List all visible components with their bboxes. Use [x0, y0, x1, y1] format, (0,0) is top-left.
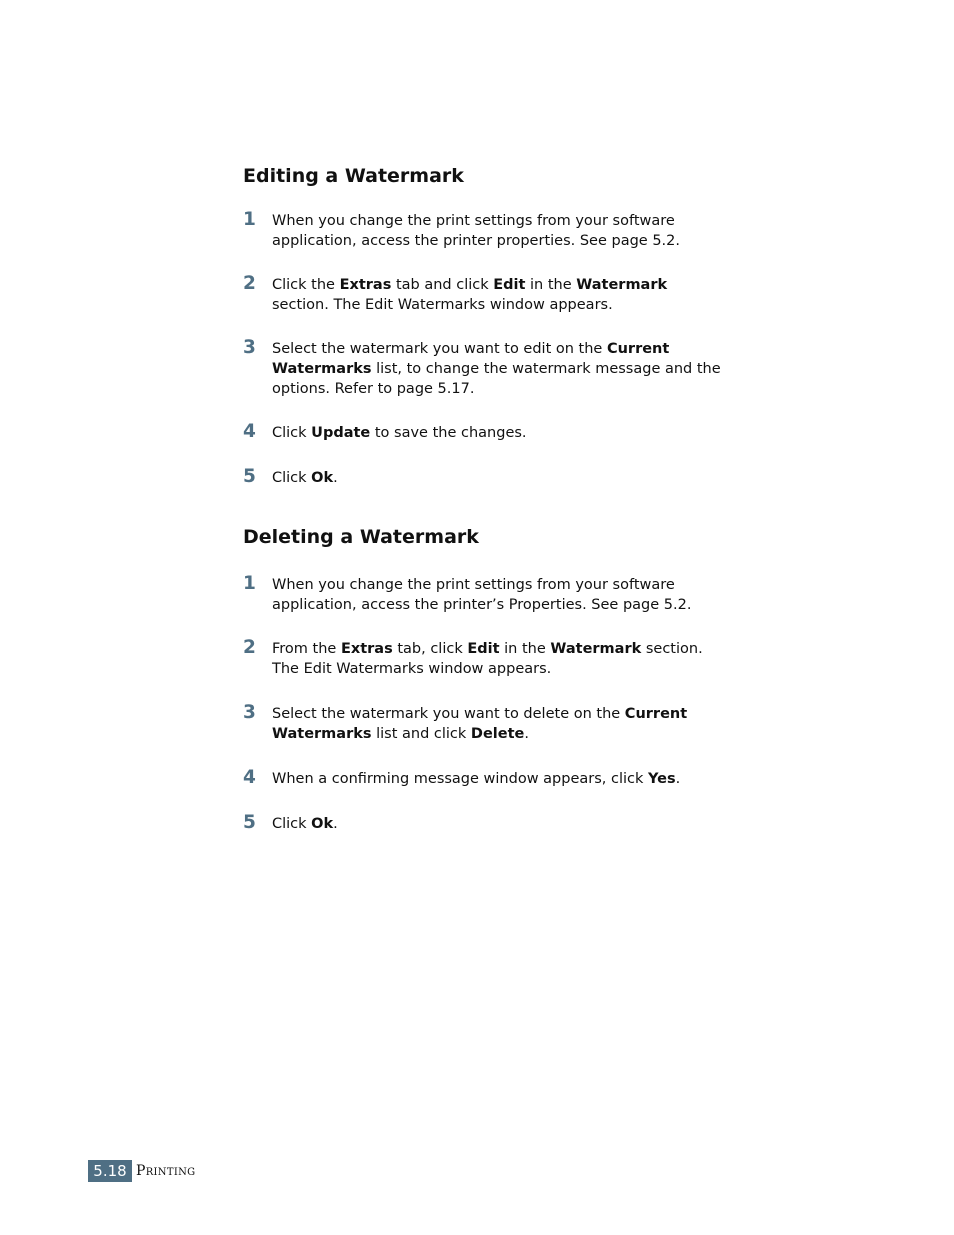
step [243, 275, 723, 315]
step-number: 5 [243, 812, 256, 833]
bold-term: Watermark [576, 277, 668, 293]
text-run: Select the watermark you want to delete on the [272, 706, 625, 722]
text-run: . [333, 816, 338, 832]
step-text [272, 425, 527, 441]
section-editing [243, 164, 723, 488]
text-run: in the [499, 641, 551, 657]
step-number: 3 [243, 337, 256, 358]
bold-term: Extras [339, 277, 392, 293]
step-number: 4 [243, 767, 256, 788]
step-text [272, 641, 703, 677]
step-number: 1 [243, 209, 256, 230]
step [243, 468, 723, 488]
text-run: . [524, 726, 529, 742]
text-run: Click [272, 470, 312, 486]
text-run: list, to change the watermark message and the options. Refer to page 5.17. [272, 361, 721, 397]
text-run: Click the [272, 277, 340, 293]
bold-term: Delete [470, 726, 525, 742]
step [243, 423, 723, 443]
step-text [272, 470, 338, 486]
step-number: 2 [243, 637, 256, 658]
text-run: Click [272, 425, 312, 441]
bold-term: Current Watermarks [272, 341, 670, 377]
bold-term: Edit [467, 641, 500, 657]
step-number: 5 [243, 466, 256, 487]
section-title: Editing a Watermark [243, 165, 464, 187]
step-text [272, 213, 680, 249]
text-run: tab and click [391, 277, 494, 293]
text-run: to save the changes. [370, 425, 527, 441]
step-list [243, 575, 723, 834]
text-run: section. The Edit Watermarks window appears. [272, 297, 613, 313]
bold-term: Current Watermarks [272, 706, 688, 742]
text-run: in the [525, 277, 577, 293]
text-run: section. The Edit Watermarks window appears. [272, 641, 703, 677]
step [243, 704, 723, 744]
text-run: When you change the print settings from your software application, access the printer properties. See page 5.2. [272, 213, 680, 249]
step-text [272, 816, 338, 832]
text-run: When you change the print settings from your software application, access the printer’s Properties. See page 5.2. [272, 577, 692, 613]
chapter-name: Printing [136, 1163, 196, 1179]
step [243, 814, 723, 834]
step-text [272, 341, 721, 397]
section-title: Deleting a Watermark [243, 526, 479, 548]
bold-term: Extras [340, 641, 393, 657]
text-run: When a confirming message window appears, click [272, 771, 649, 787]
text-run: . [675, 771, 681, 787]
step-text [272, 771, 680, 787]
step-number: 1 [243, 573, 256, 594]
bold-term: Update [311, 425, 371, 441]
step-list [243, 211, 723, 488]
bold-term: Yes [648, 771, 676, 787]
step [243, 639, 723, 679]
step [243, 211, 723, 251]
step [243, 339, 723, 399]
text-run: Click [272, 816, 312, 832]
step-text [272, 706, 687, 742]
step-number: 3 [243, 702, 256, 723]
text-run: Select the watermark you want to edit on the [272, 341, 607, 357]
page-number: 5.18 [88, 1160, 132, 1182]
bold-term: Watermark [550, 641, 642, 657]
step-text [272, 277, 667, 313]
step-number: 2 [243, 273, 256, 294]
text-run: From the [272, 641, 341, 657]
step [243, 575, 723, 615]
step-number: 4 [243, 421, 256, 442]
bold-term: Ok [311, 470, 334, 486]
bold-term: Edit [493, 277, 526, 293]
step-text [272, 577, 691, 613]
section-deleting [243, 525, 723, 834]
page-footer [88, 1160, 195, 1182]
text-run: list and click [371, 726, 471, 742]
text-run: . [333, 470, 338, 486]
text-run: tab, click [392, 641, 468, 657]
step [243, 769, 723, 789]
bold-term: Ok [311, 816, 334, 832]
